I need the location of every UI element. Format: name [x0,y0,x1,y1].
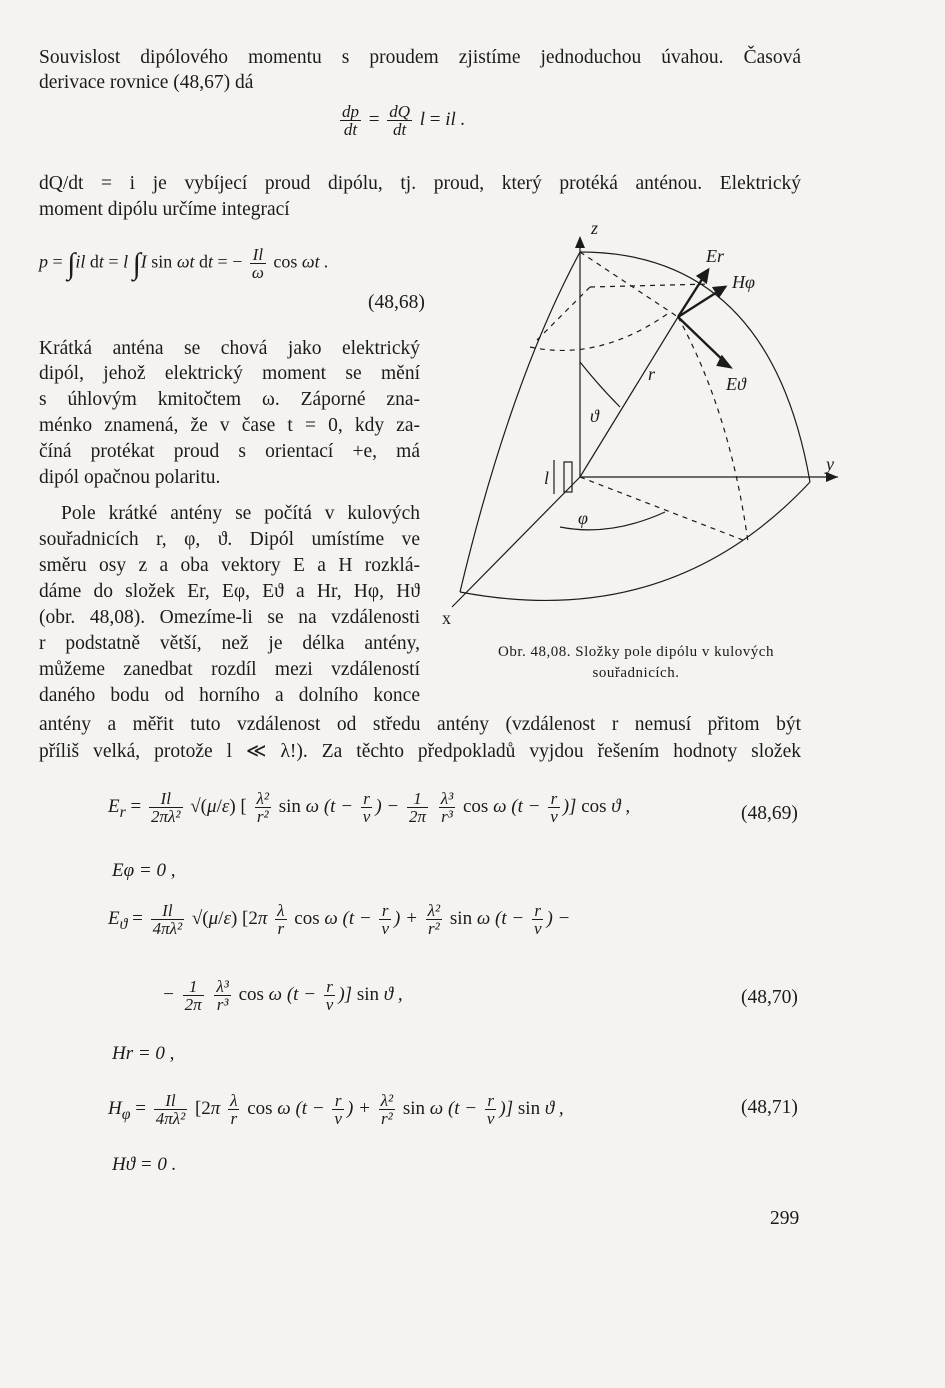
text-line: derivace rovnice (48,67) dá [39,72,254,93]
x-label: x [442,608,451,628]
text-line: Krátká anténa se chová jako elektrický [39,338,420,359]
phi-label: φ [578,508,588,528]
equation-hphi: $H_\varphi$ = $\frac{Il}{\text{4πλ²}}$ [2π $\frac{\lambda}{r}$ cos ω (t − $\frac{r}{v}$ ) + $\frac{\text{λ²}}{\text{r²}}$ sin ω (t − $\frac{r}{v}$ )] sin ϑ , [108,1091,564,1128]
text-line: směru osy z a oba vektory E a H rozklá- [39,555,420,576]
text-line: dQ/dt = i je vybíjecí proud dipólu, tj. proud, který protéká anténou. Elektrický [39,173,801,194]
text-line: Souvislost dipólového momentu s proudem zjistíme jednoduchou úvahou. Časová [39,47,801,68]
x-axis [452,477,580,607]
text-line: příliš velká, protože l ≪ λ!). Za těchto předpokladů vyjdou řešením hodnoty složek [39,741,801,762]
equation-number: (48,71) [741,1097,798,1118]
equation-number: (48,68) [368,292,425,313]
dashed-left [535,287,590,342]
text-line: dipól opačnou polaritu. [39,467,221,488]
text-line: číná protékat proud s orientací +e, má [39,441,420,462]
page-number: 299 [770,1208,800,1229]
figure-caption: souřadnicích. [592,665,680,681]
text-line: Pole krátké antény se počítá v kulových [61,503,420,524]
equation-etheta-2: − $\frac{1}{2\pi}$ $\frac{\text{λ³}}{\text{r³}}$ cos ω (t − $\frac{r}{v}$ )] sin ϑ , [162,977,403,1014]
r-label: r [648,364,656,384]
text-line: antény a měřit tuto vzdálenost od středu antény (vzdálenost r nemusí přitom být [39,714,801,735]
equation-hr: Hr = 0 , [112,1043,175,1064]
l-label: l [544,468,550,488]
equation-er: $E_r$ = $\frac{Il}{\text{2πλ²}}$ √(μ/ε) [ $\frac{\text{λ²}}{\text{r²}}$ sin ω (t − $\frac{r}{v}$ ) − $\frac{1}{2\pi}$ $\frac{\text{λ³}}{\text{r³}}$ cos ω (t − $\frac{r}{v}$ )] cos ϑ , [108,789,631,826]
dashed-line [580,252,678,317]
equation-moment: p = ∫il dt = l ∫I sin ωt dt = − $\frac{Il}{\omega}$ cos ωt . [39,245,329,282]
equation-etheta-1: $E_ϑ$ = $\frac{Il}{\text{4πλ²}}$ √(μ/ε) [2π $\frac{\lambda}{r}$ cos ω (t − $\frac{r}{v}$ ) + $\frac{\text{λ²}}{\text{r²}}$ sin ω (t − $\frac{r}{v}$ ) − [108,901,571,938]
text-line: ménko znamená, že v čase t = 0, kdy za- [39,415,420,436]
sphere-arc-left [460,252,580,592]
dipole-figure [440,212,840,632]
text-line: daného bodu od horního a dolního konce [39,685,420,706]
equation-htheta: Hϑ = 0 . [112,1154,177,1175]
theta-label: ϑ [590,406,599,426]
equation-number: (48,69) [741,803,798,824]
equation-ephi: Eφ = 0 , [112,860,176,881]
z-arrowhead [575,236,585,248]
antenna [564,462,572,492]
figure-caption: Obr. 48,08. Složky pole dipólu v kulových [498,644,774,660]
text-line: r podstatně větší, než je délka antény, [39,633,420,654]
z-label: z [591,218,599,238]
text-line: (obr. 48,08). Omezíme-li se na vzdálenosti [39,607,420,628]
equation-number: (48,70) [741,987,798,1008]
dashed-projection [580,477,748,542]
radius-line [580,317,678,477]
text-line: s úhlovým kmitočtem ω. Záporné zna- [39,389,420,410]
etheta-label: Eϑ [726,374,746,394]
phi-arc [560,512,665,530]
er-arrowhead [698,270,708,282]
text-line: dipól, jehož elektrický moment se mění [39,363,420,384]
text-line: souřadnicích r, φ, ϑ. Dipól umístíme ve [39,529,420,550]
theta-arc [580,362,620,407]
hphi-label: Hφ [732,272,755,292]
text-line: dáme do složek Er, Eφ, Eϑ a Hr, Hφ, Hϑ [39,581,420,602]
er-label: Er [706,246,724,266]
equation-deriv: $\frac{dp}{dt}$ = $\frac{dQ}{dt}$ l = il . [342,102,466,139]
text-line: moment dipólu určíme integrací [39,199,290,220]
text-line: můžeme zanedbat rozdíl mezi vzdáleností [39,659,420,680]
sphere-arc-bottom [460,482,810,600]
dashed-top [590,284,710,287]
dashed-latitude [530,312,670,350]
y-label: y [826,454,834,474]
